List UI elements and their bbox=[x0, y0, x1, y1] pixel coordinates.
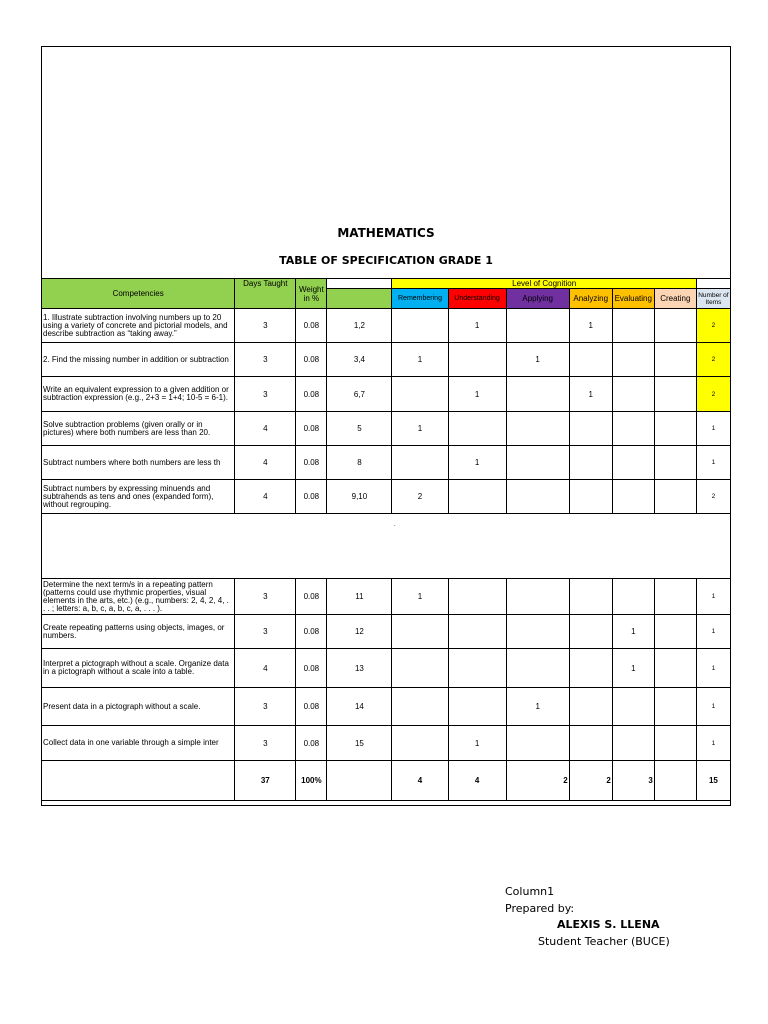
cell-days: 3 bbox=[235, 688, 296, 726]
cell-competency: 2. Find the missing number in addition or subtraction bbox=[42, 343, 235, 377]
cell-analyzing bbox=[569, 480, 612, 514]
cell-understanding bbox=[448, 480, 506, 514]
cell-remembering bbox=[392, 615, 448, 649]
cell-days: 3 bbox=[235, 309, 296, 343]
cell-evaluating bbox=[612, 579, 654, 615]
header-weight: Weight in % bbox=[296, 279, 327, 309]
cell-evaluating bbox=[612, 480, 654, 514]
cell-applying bbox=[506, 615, 569, 649]
cell-days: 3 bbox=[235, 377, 296, 412]
cell-applying bbox=[506, 649, 569, 688]
cell-days: 4 bbox=[235, 649, 296, 688]
cell-competency: Solve subtraction problems (given orally or in pictures) where both numbers are less than 20. bbox=[42, 412, 235, 446]
cell-competency: Collect data in one variable through a simple inter bbox=[42, 726, 235, 761]
cell-analyzing bbox=[569, 615, 612, 649]
header-level-of-cognition: Level of Cognition bbox=[392, 279, 696, 289]
table-row bbox=[42, 688, 731, 726]
cell-creating bbox=[654, 343, 696, 377]
cell-evaluating bbox=[612, 412, 654, 446]
cell-number: 2 bbox=[696, 309, 730, 343]
table-row bbox=[42, 615, 731, 649]
cell-creating bbox=[654, 579, 696, 615]
cell-evaluating bbox=[612, 377, 654, 412]
cell-remembering: 2 bbox=[392, 480, 448, 514]
cell-items: 3,4 bbox=[327, 343, 392, 377]
cell-creating bbox=[654, 688, 696, 726]
table-row bbox=[42, 726, 731, 761]
cell-competency: Subtract numbers by expressing minuends and subtrahends as tens and ones (expanded form), without regrouping. bbox=[42, 480, 235, 514]
cell-applying bbox=[506, 412, 569, 446]
header-analyzing: Analyzing bbox=[569, 289, 612, 309]
cell-weight: 0.08 bbox=[296, 649, 327, 688]
cell-evaluating bbox=[612, 688, 654, 726]
cell-creating bbox=[654, 446, 696, 480]
cell-items: 12 bbox=[327, 615, 392, 649]
cell-items: 8 bbox=[327, 446, 392, 480]
cell-number: 1 bbox=[696, 688, 730, 726]
total-understanding: 4 bbox=[448, 761, 506, 801]
header-evaluating: Evaluating bbox=[612, 289, 654, 309]
cell-remembering: 1 bbox=[392, 343, 448, 377]
footer-prepared-by: Prepared by: bbox=[505, 902, 575, 915]
total-remembering: 4 bbox=[392, 761, 448, 801]
cell-analyzing bbox=[569, 726, 612, 761]
cell-items: 5 bbox=[327, 412, 392, 446]
cell-remembering: 1 bbox=[392, 412, 448, 446]
cell-weight: 0.08 bbox=[296, 615, 327, 649]
cell-competency: 1. Illustrate subtraction involving numbers up to 20 using a variety of concrete and pictorial models, and describe subtraction as “taking away.” bbox=[42, 309, 235, 343]
cell-analyzing bbox=[569, 579, 612, 615]
cell-remembering bbox=[392, 688, 448, 726]
cell-creating bbox=[654, 377, 696, 412]
cell-remembering bbox=[392, 377, 448, 412]
cell-days: 3 bbox=[235, 343, 296, 377]
cell-understanding: 1 bbox=[448, 446, 506, 480]
cell-creating bbox=[654, 309, 696, 343]
specification-table-continued bbox=[41, 578, 731, 801]
cell-days: 4 bbox=[235, 412, 296, 446]
table-row bbox=[42, 446, 731, 480]
cell-weight: 0.08 bbox=[296, 309, 327, 343]
cell-items: 9,10 bbox=[327, 480, 392, 514]
cell-applying: 1 bbox=[506, 343, 569, 377]
total-creating bbox=[654, 761, 696, 801]
cell-remembering: 1 bbox=[392, 579, 448, 615]
cell-applying bbox=[506, 579, 569, 615]
page-title: MATHEMATICS bbox=[337, 226, 435, 240]
header-applying: Applying bbox=[506, 289, 569, 309]
cell-number: 2 bbox=[696, 343, 730, 377]
cell-understanding bbox=[448, 412, 506, 446]
cell-applying bbox=[506, 377, 569, 412]
total-number: 15 bbox=[696, 761, 730, 801]
page-subtitle: TABLE OF SPECIFICATION GRADE 1 bbox=[279, 254, 493, 267]
cell-evaluating bbox=[612, 446, 654, 480]
cell-items: 14 bbox=[327, 688, 392, 726]
cell-remembering bbox=[392, 309, 448, 343]
header-days-taught: Days Taught bbox=[235, 279, 296, 309]
cell-analyzing bbox=[569, 412, 612, 446]
cell-understanding bbox=[448, 649, 506, 688]
cell-number: 1 bbox=[696, 649, 730, 688]
table-row bbox=[42, 480, 731, 514]
cell-applying: 1 bbox=[506, 688, 569, 726]
cell-applying bbox=[506, 446, 569, 480]
cell-creating bbox=[654, 649, 696, 688]
cell-analyzing bbox=[569, 688, 612, 726]
cell-evaluating bbox=[612, 726, 654, 761]
cell-weight: 0.08 bbox=[296, 377, 327, 412]
cell-remembering bbox=[392, 726, 448, 761]
cell-items: 1,2 bbox=[327, 309, 392, 343]
table-row bbox=[42, 412, 731, 446]
footer-column: Column1 bbox=[505, 885, 555, 898]
cell-understanding bbox=[448, 343, 506, 377]
total-days: 37 bbox=[235, 761, 296, 801]
cell-competency: Present data in a pictograph without a scale. bbox=[42, 688, 235, 726]
header-item-numbers bbox=[327, 289, 392, 309]
table-row bbox=[42, 309, 731, 343]
cell-items: 13 bbox=[327, 649, 392, 688]
cell-number: 1 bbox=[696, 579, 730, 615]
cell-weight: 0.08 bbox=[296, 480, 327, 514]
table-row bbox=[42, 377, 731, 412]
cell-competency: Determine the next term/s in a repeating pattern (patterns could use rhythmic properties, visual elements in the arts, etc.) (e.g., numbers: 2, 4, 2, 4, . . . ; letters: a, b, c, a, b, c, a, . . . ). bbox=[42, 579, 235, 615]
header-number-blank bbox=[696, 279, 730, 289]
header-items-blank bbox=[327, 279, 392, 289]
footer-name: ALEXIS S. LLENA bbox=[557, 918, 660, 931]
table-row bbox=[42, 579, 731, 615]
header-understanding: Understanding bbox=[448, 289, 506, 309]
cell-evaluating bbox=[612, 343, 654, 377]
cell-creating bbox=[654, 480, 696, 514]
cell-competency: Subtract numbers where both numbers are less th bbox=[42, 446, 235, 480]
cell-days: 4 bbox=[235, 480, 296, 514]
cell-days: 3 bbox=[235, 579, 296, 615]
cell-creating bbox=[654, 615, 696, 649]
cell-weight: 0.08 bbox=[296, 343, 327, 377]
cell-items: 15 bbox=[327, 726, 392, 761]
cell-number: 2 bbox=[696, 377, 730, 412]
footer-role: Student Teacher (BUCE) bbox=[538, 935, 670, 948]
cell-analyzing: 1 bbox=[569, 309, 612, 343]
cell-analyzing bbox=[569, 343, 612, 377]
cell-number: 1 bbox=[696, 615, 730, 649]
cell-competency: Write an equivalent expression to a given addition or subtraction expression (e.g., 2+3 = 1+4; 10-5 = 6-1). bbox=[42, 377, 235, 412]
cell-number: 1 bbox=[696, 446, 730, 480]
cell-competency: Create repeating patterns using objects, images, or numbers. bbox=[42, 615, 235, 649]
cell-applying bbox=[506, 480, 569, 514]
cell-understanding: 1 bbox=[448, 726, 506, 761]
header-remembering: Remembering bbox=[392, 289, 448, 309]
cell-analyzing: 1 bbox=[569, 377, 612, 412]
total-weight: 100% bbox=[296, 761, 327, 801]
cell-remembering bbox=[392, 649, 448, 688]
cell-evaluating: 1 bbox=[612, 615, 654, 649]
header-creating: Creating bbox=[654, 289, 696, 309]
cell-days: 3 bbox=[235, 615, 296, 649]
cell-creating bbox=[654, 412, 696, 446]
cell-items: 11 bbox=[327, 579, 392, 615]
cell-remembering bbox=[392, 446, 448, 480]
specification-table bbox=[41, 278, 731, 514]
cell-understanding: 1 bbox=[448, 377, 506, 412]
cell-applying bbox=[506, 309, 569, 343]
cell-days: 4 bbox=[235, 446, 296, 480]
total-analyzing: 2 bbox=[569, 761, 612, 801]
total-applying: 2 bbox=[506, 761, 569, 801]
cell-days: 3 bbox=[235, 726, 296, 761]
cell-understanding bbox=[448, 615, 506, 649]
totals-row bbox=[42, 761, 731, 801]
cell-analyzing bbox=[569, 649, 612, 688]
stray-dot: . bbox=[394, 522, 396, 528]
cell-number: 2 bbox=[696, 480, 730, 514]
cell-items: 6,7 bbox=[327, 377, 392, 412]
cell-analyzing bbox=[569, 446, 612, 480]
cell-number: 1 bbox=[696, 412, 730, 446]
cell-weight: 0.08 bbox=[296, 412, 327, 446]
cell-understanding bbox=[448, 688, 506, 726]
cell-evaluating bbox=[612, 309, 654, 343]
cell-weight: 0.08 bbox=[296, 579, 327, 615]
cell-weight: 0.08 bbox=[296, 688, 327, 726]
cell-understanding: 1 bbox=[448, 309, 506, 343]
table-row bbox=[42, 343, 731, 377]
total-items-blank bbox=[327, 761, 392, 801]
cell-evaluating: 1 bbox=[612, 649, 654, 688]
cell-understanding bbox=[448, 579, 506, 615]
cell-applying bbox=[506, 726, 569, 761]
cell-competency: Interpret a pictograph without a scale. Organize data in a pictograph without a scale into a table. bbox=[42, 649, 235, 688]
header-number-of-items: Number of Items bbox=[696, 289, 730, 309]
cell-creating bbox=[654, 726, 696, 761]
total-evaluating: 3 bbox=[612, 761, 654, 801]
cell-number: 1 bbox=[696, 726, 730, 761]
cell-weight: 0.08 bbox=[296, 726, 327, 761]
header-competencies: Competencies bbox=[42, 279, 235, 309]
totals-label bbox=[42, 761, 235, 801]
table-row bbox=[42, 649, 731, 688]
cell-weight: 0.08 bbox=[296, 446, 327, 480]
